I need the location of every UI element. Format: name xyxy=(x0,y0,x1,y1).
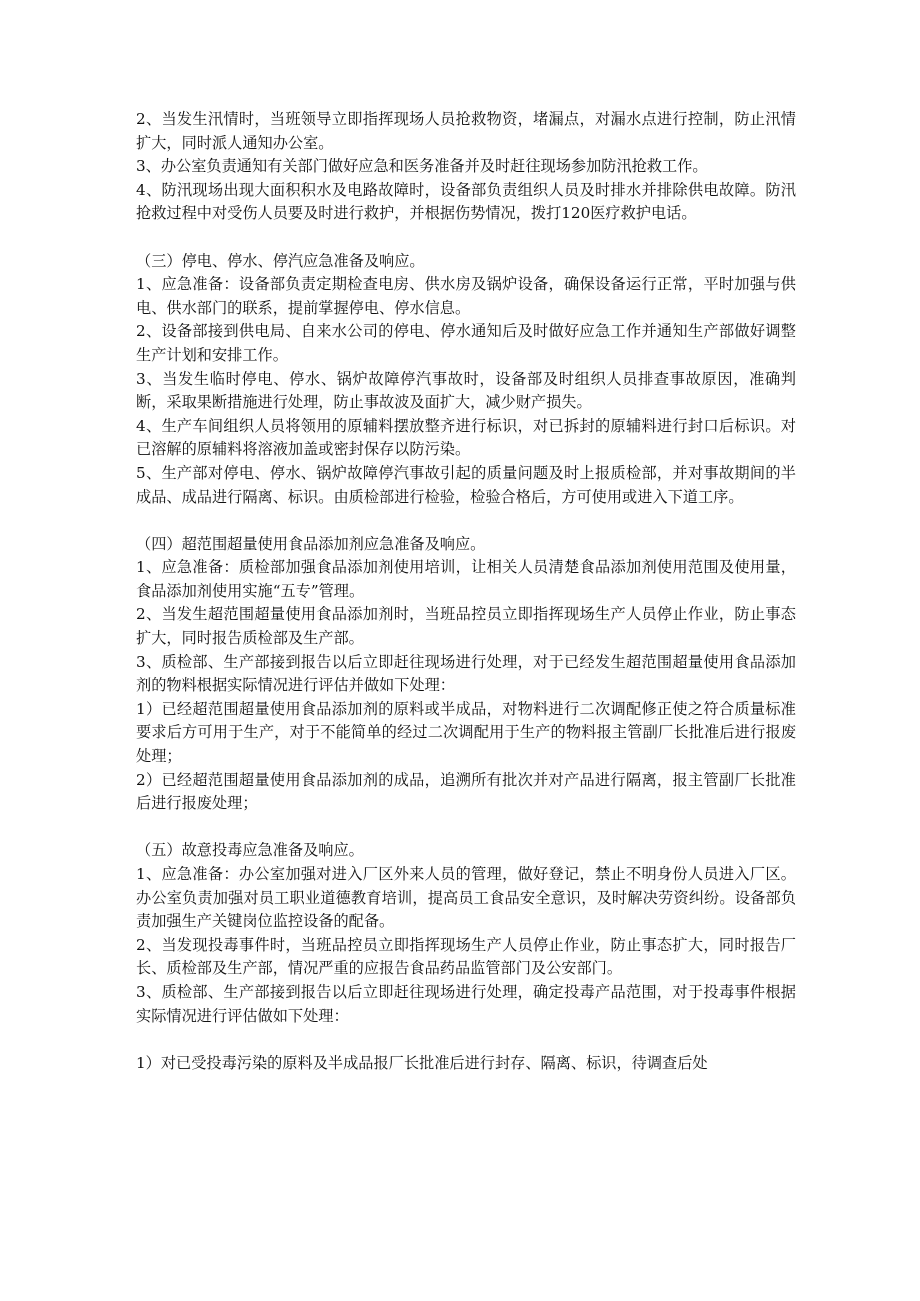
paragraph: 1、应急准备：设备部负责定期检查电房、供水房及锅炉设备，确保设备运行正常，平时加强与供电、供水部门的联系，提前掌握停电、停水信息。 xyxy=(136,275,796,317)
section-flood-response xyxy=(136,108,796,226)
paragraph-gap xyxy=(136,226,796,250)
paragraph: 3、办公室负责通知有关部门做好应急和医务准备并及时赶往现场参加防汛抢救工作。 xyxy=(136,157,708,176)
paragraph-gap xyxy=(136,1028,796,1052)
paragraph: 4、防汛现场出现大面积积水及电路故障时，设备部负责组织人员及时排水并排除供电故障。防汛抢救过程中对受伤人员要及时进行救护，并根据伤势情况，拨打120医疗救护电话。 xyxy=(136,180,796,223)
paragraph: 3、质检部、生产部接到报告以后立即赶往现场进行处理，确定投毒产品范围，对于投毒事件根据实际情况进行评估做如下处理： xyxy=(136,982,796,1025)
paragraph: 2、设备部接到供电局、自来水公司的停电、停水通知后及时做好应急工作并通知生产部做好调整生产计划和安排工作。 xyxy=(136,322,796,364)
paragraph: 2、当发生超范围超量使用食品添加剂时，当班品控员立即指挥现场生产人员停止作业，防止事态扩大，同时报告质检部及生产部。 xyxy=(136,605,796,648)
paragraph: 3、质检部、生产部接到报告以后立即赶往现场进行处理，对于已经发生超范围超量使用食品添加剂的物料根据实际情况进行评估并做如下处理： xyxy=(136,652,796,695)
paragraph: 5、生产部对停电、停水、锅炉故障停汽事故引起的质量问题及时上报质检部，并对事故期间的半成品、成品进行隔离、标识。由质检部进行检验，检验合格后，方可使用或进入下道工序。 xyxy=(136,463,796,506)
paragraph: 3、当发生临时停电、停水、锅炉故障停汽事故时，设备部及时组织人员排查事故原因，准确判断，采取果断措施进行处理，防止事故波及面扩大，减少财产损失。 xyxy=(136,369,796,412)
paragraph-gap xyxy=(136,509,796,533)
section-heading: （五）故意投毒应急准备及响应。 xyxy=(136,841,364,860)
section-power-water-steam-outage xyxy=(136,250,796,510)
sub-paragraph: 2）已经超范围超量使用食品添加剂的成品，追溯所有批次并对产品进行隔离，报主管副厂长批准后进行报废处理； xyxy=(136,770,796,813)
section-deliberate-poisoning xyxy=(136,839,796,1075)
paragraph-gap xyxy=(136,816,796,840)
paragraph: 2、当发现投毒事件时，当班品控员立即指挥现场生产人员停止作业，防止事态扩大，同时报告厂长、质检部及生产部，情况严重的应报告食品药品监管部门及公安部门。 xyxy=(136,935,796,978)
paragraph: 4、生产车间组织人员将领用的原辅料摆放整齐进行标识，对已拆封的原辅料进行封口后标识。对已溶解的原辅料将溶液加盖或密封保存以防污染。 xyxy=(136,416,796,459)
sub-paragraph: 1）对已受投毒污染的原料及半成品报厂长批准后进行封存、隔离、标识，待调查后处 xyxy=(136,1053,708,1072)
document-page xyxy=(136,108,796,1075)
section-heading: （四）超范围超量使用食品添加剂应急准备及响应。 xyxy=(136,534,486,553)
sub-paragraph: 1）已经超范围超量使用食品添加剂的原料或半成品，对物料进行二次调配修正使之符合质量标准要求后方可用于生产，对于不能简单的经过二次调配用于生产的物料报主管副厂长批准后进行报废处理； xyxy=(136,699,796,766)
section-heading: （三）停电、停水、停汽应急准备及响应。 xyxy=(136,251,425,270)
paragraph: 1、应急准备：质检部加强食品添加剂使用培训，让相关人员清楚食品添加剂使用范围及使用量，食品添加剂使用实施“五专”管理。 xyxy=(136,558,796,600)
paragraph: 1、应急准备：办公室加强对进入厂区外来人员的管理，做好登记，禁止不明身份人员进入厂区。办公室负责加强对员工职业道德教育培训，提高员工食品安全意识，及时解决劳资纠纷。设备部负责加强生产关键岗位监控设备的配备。 xyxy=(136,865,796,931)
paragraph: 2、当发生汛情时，当班领导立即指挥现场人员抢救物资，堵漏点，对漏水点进行控制，防止汛情扩大，同时派人通知办公室。 xyxy=(136,110,796,152)
section-food-additive-overuse xyxy=(136,533,796,816)
